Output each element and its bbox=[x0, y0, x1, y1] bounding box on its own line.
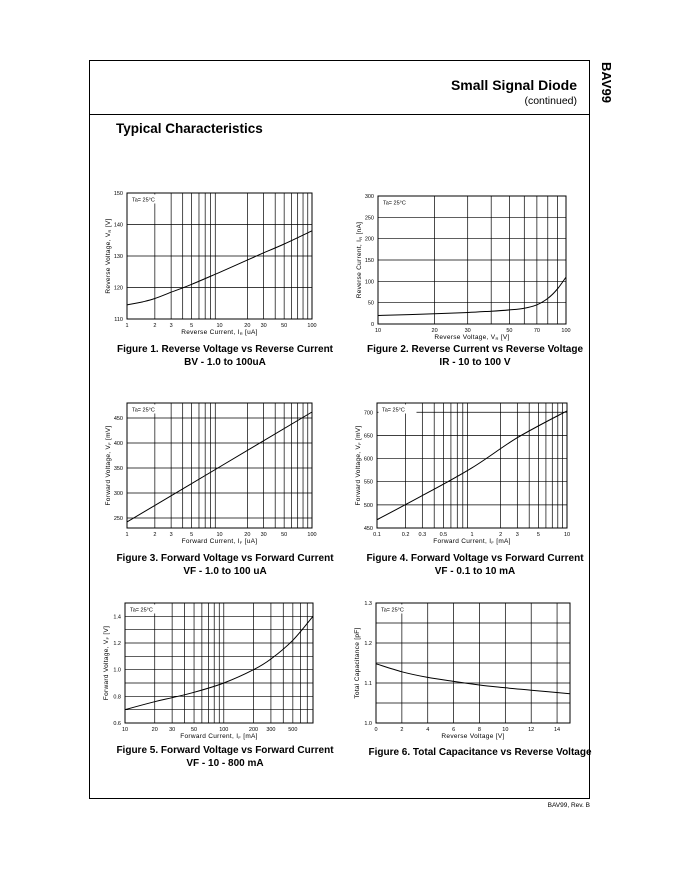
x-axis-label: Reverse Voltage, VR [V] bbox=[434, 334, 510, 342]
x-tick-label: 4 bbox=[426, 727, 430, 733]
x-axis-label: Forward Current, IF [uA] bbox=[181, 538, 258, 546]
y-axis-label: Reverse Current, IR [nA] bbox=[356, 221, 364, 299]
y-tick-label: 200 bbox=[364, 236, 374, 243]
y-tick-label: 150 bbox=[113, 191, 123, 197]
figure-4-subtitle: VF - 0.1 to 10 mA bbox=[434, 566, 516, 577]
header-title: Small Signal Diode bbox=[450, 77, 577, 93]
x-tick-label: 20 bbox=[431, 328, 438, 334]
x-tick-label: 10 bbox=[216, 323, 223, 329]
x-tick-label: 3 bbox=[515, 532, 519, 538]
y-tick-label: 1.0 bbox=[364, 721, 372, 727]
x-tick-label: 70 bbox=[533, 328, 540, 334]
y-tick-label: 110 bbox=[114, 317, 123, 323]
y-axis-label: Forward Voltage, VF [mV] bbox=[105, 425, 113, 506]
x-axis-label: Forward Current, IF [mA] bbox=[180, 733, 258, 741]
y-tick-label: 700 bbox=[363, 410, 373, 417]
temperature-annotation: Ta= 25°C bbox=[381, 607, 404, 614]
x-tick-label: 20 bbox=[244, 532, 251, 538]
x-tick-label: 0.5 bbox=[439, 532, 448, 538]
x-tick-label: 5 bbox=[190, 323, 194, 329]
x-tick-label: 2 bbox=[499, 532, 503, 538]
x-tick-label: 5 bbox=[190, 532, 194, 538]
y-tick-label: 650 bbox=[363, 433, 373, 440]
y-tick-label: 50 bbox=[367, 300, 374, 307]
y-tick-label: 130 bbox=[113, 254, 123, 260]
y-tick-label: 300 bbox=[364, 194, 374, 200]
x-tick-label: 500 bbox=[288, 727, 298, 733]
x-tick-label: 10 bbox=[121, 727, 129, 733]
temperature-annotation: Ta= 25°C bbox=[130, 607, 153, 614]
y-tick-label: 450 bbox=[363, 526, 373, 532]
x-tick-label: 2 bbox=[153, 532, 157, 538]
footer-revision: BAV99, Rev. B bbox=[547, 802, 590, 809]
x-tick-label: 5 bbox=[536, 532, 540, 538]
x-axis-label: Reverse Voltage [V] bbox=[441, 733, 505, 740]
chart-forward-voltage-ma bbox=[355, 403, 571, 546]
y-tick-label: 0 bbox=[370, 322, 374, 328]
chart-forward-voltage-ua bbox=[105, 403, 317, 546]
figure-2-subtitle: IR - 10 to 100 V bbox=[439, 357, 511, 368]
x-tick-label: 0.2 bbox=[401, 532, 410, 538]
y-tick-label: 600 bbox=[363, 456, 373, 463]
figure-3-caption bbox=[100, 552, 350, 578]
temperature-annotation: Ta= 25°C bbox=[132, 407, 155, 414]
x-tick-label: 1 bbox=[470, 532, 474, 538]
x-tick-label: 20 bbox=[244, 323, 251, 329]
figure-2-caption bbox=[355, 343, 595, 369]
figure-3-title: Figure 3. Forward Voltage vs Forward Current bbox=[116, 553, 334, 564]
y-tick-label: 1.1 bbox=[364, 681, 372, 687]
series-line bbox=[376, 664, 570, 694]
x-tick-label: 100 bbox=[307, 532, 317, 538]
header-subtitle: (continued) bbox=[524, 95, 577, 107]
y-tick-label: 1.2 bbox=[113, 641, 121, 647]
y-tick-label: 1.3 bbox=[364, 601, 372, 607]
figure-6-title: Figure 6. Total Capacitance vs Reverse Voltage bbox=[368, 747, 592, 758]
chart-total-capacitance bbox=[354, 601, 570, 740]
y-tick-label: 400 bbox=[113, 441, 123, 447]
x-tick-label: 3 bbox=[169, 323, 173, 329]
y-tick-label: 120 bbox=[113, 285, 123, 292]
figure-1-title: Figure 1. Reverse Voltage vs Reverse Current bbox=[116, 344, 334, 355]
figure-4-title: Figure 4. Forward Voltage vs Forward Current bbox=[366, 553, 584, 564]
x-axis-label: Reverse Current, IR [uA] bbox=[181, 329, 258, 337]
figure-3-subtitle: VF - 1.0 to 100 uA bbox=[183, 566, 267, 577]
y-tick-label: 1.4 bbox=[113, 614, 121, 621]
figure-5-title: Figure 5. Forward Voltage vs Forward Current bbox=[116, 745, 334, 756]
x-tick-label: 30 bbox=[260, 323, 267, 329]
x-tick-label: 12 bbox=[528, 727, 535, 733]
x-tick-label: 10 bbox=[374, 328, 382, 334]
x-tick-label: 10 bbox=[216, 532, 223, 538]
x-tick-label: 6 bbox=[452, 727, 456, 733]
x-tick-label: 2 bbox=[400, 727, 404, 733]
x-tick-label: 14 bbox=[554, 727, 561, 733]
x-tick-label: 2 bbox=[153, 323, 157, 329]
y-axis-label: Reverse Voltage, VR [V] bbox=[105, 218, 113, 294]
chart-reverse-voltage-vs-current bbox=[105, 191, 317, 337]
y-tick-label: 250 bbox=[113, 516, 123, 522]
y-axis-label: Total Capacitance [pF] bbox=[354, 627, 361, 699]
y-axis-label: Forward Voltage, VF [V] bbox=[103, 625, 111, 701]
x-tick-label: 0.3 bbox=[418, 532, 427, 538]
x-tick-label: 100 bbox=[219, 727, 229, 733]
y-tick-label: 250 bbox=[364, 215, 374, 222]
figure-6-caption bbox=[350, 746, 610, 759]
temperature-annotation: Ta= 25°C bbox=[383, 200, 406, 207]
y-tick-label: 1.2 bbox=[364, 641, 372, 647]
y-tick-label: 150 bbox=[364, 258, 374, 264]
x-tick-label: 20 bbox=[151, 727, 158, 733]
y-tick-label: 450 bbox=[113, 416, 123, 422]
y-tick-label: 100 bbox=[364, 279, 374, 286]
x-tick-label: 200 bbox=[248, 727, 259, 733]
x-tick-label: 300 bbox=[266, 727, 276, 733]
x-tick-label: 30 bbox=[260, 532, 267, 538]
x-tick-label: 3 bbox=[169, 532, 173, 538]
chart-forward-voltage-high-current bbox=[103, 603, 313, 741]
x-tick-label: 50 bbox=[281, 323, 288, 329]
figure-5-subtitle: VF - 10 - 800 mA bbox=[186, 758, 264, 769]
y-tick-label: 550 bbox=[363, 479, 373, 486]
figure-1-caption bbox=[105, 343, 345, 369]
section-title: Typical Characteristics bbox=[116, 121, 263, 136]
x-tick-label: 10 bbox=[563, 532, 571, 538]
figure-2-title: Figure 2. Reverse Current vs Reverse Voltage bbox=[366, 344, 584, 355]
x-tick-label: 0 bbox=[374, 727, 378, 733]
series-line bbox=[378, 277, 566, 315]
header-rule bbox=[89, 114, 590, 115]
figure-4-caption bbox=[350, 552, 600, 578]
x-tick-label: 1 bbox=[125, 532, 129, 538]
x-tick-label: 50 bbox=[506, 328, 513, 334]
y-tick-label: 350 bbox=[113, 466, 123, 472]
figure-5-caption bbox=[100, 744, 350, 770]
y-tick-label: 0.6 bbox=[113, 721, 121, 727]
temperature-annotation: Ta= 25°C bbox=[382, 407, 405, 414]
figure-1-subtitle: BV - 1.0 to 100uA bbox=[184, 357, 266, 368]
x-tick-label: 10 bbox=[502, 727, 509, 733]
x-tick-label: 8 bbox=[477, 727, 481, 733]
chart-reverse-current-vs-voltage bbox=[356, 194, 571, 342]
x-tick-label: 1 bbox=[125, 323, 129, 329]
temperature-annotation: Ta= 25°C bbox=[132, 197, 155, 204]
x-tick-label: 100 bbox=[307, 323, 317, 329]
x-tick-label: 0.1 bbox=[373, 532, 381, 538]
x-axis-label: Forward Current, IF [mA] bbox=[433, 538, 511, 546]
x-tick-label: 50 bbox=[281, 532, 288, 538]
x-tick-label: 50 bbox=[190, 727, 198, 733]
part-number: BAV99 bbox=[599, 62, 614, 103]
y-tick-label: 140 bbox=[113, 222, 123, 229]
y-tick-label: 500 bbox=[363, 502, 373, 509]
y-axis-label: Forward Voltage, VF [mV] bbox=[355, 425, 363, 506]
y-tick-label: 1.0 bbox=[113, 667, 121, 674]
y-tick-label: 300 bbox=[113, 491, 123, 497]
x-tick-label: 30 bbox=[169, 727, 176, 733]
x-tick-label: 100 bbox=[561, 328, 571, 334]
y-tick-label: 0.8 bbox=[113, 694, 121, 701]
x-tick-label: 30 bbox=[464, 328, 471, 334]
